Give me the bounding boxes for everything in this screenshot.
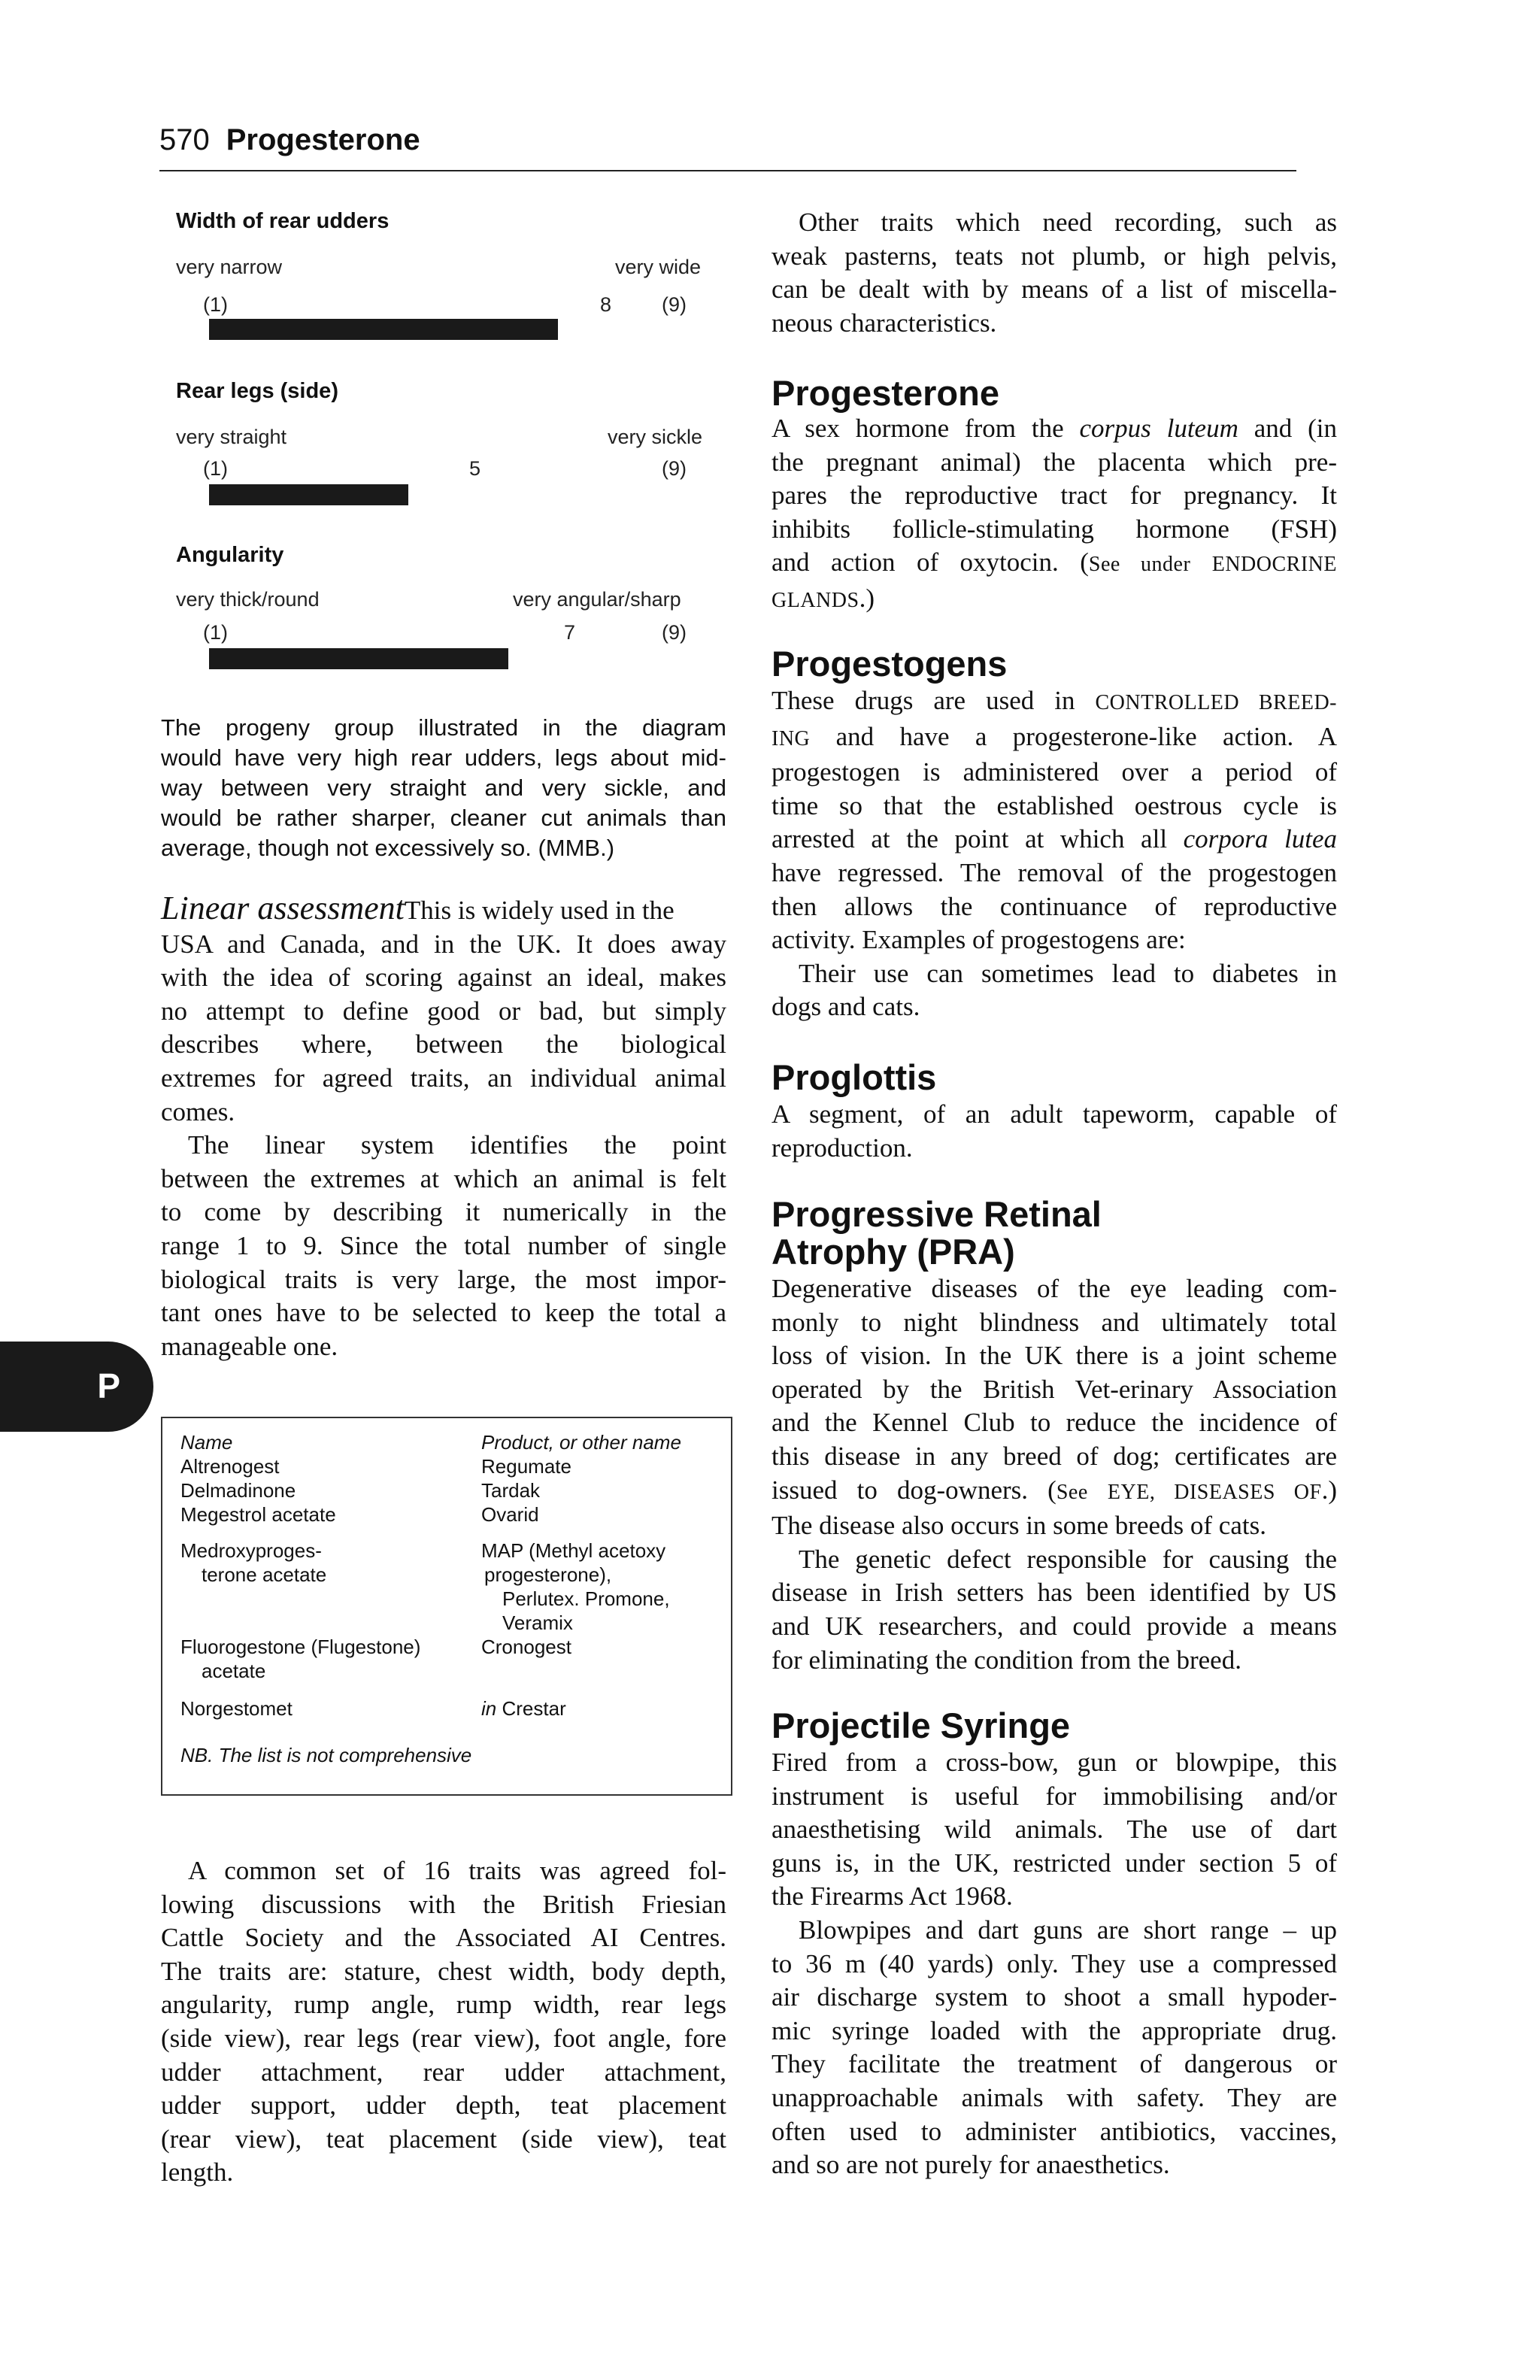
body-line: instrument is useful for immobilising and/or xyxy=(772,1781,1337,1811)
body-line: and the Kennel Club to reduce the incidence of xyxy=(772,1408,1337,1438)
table-cell-product: Regumate xyxy=(481,1455,571,1478)
table-cell-name: Norgestomet xyxy=(180,1697,293,1720)
entry-heading: Projectile Syringe xyxy=(772,1705,1071,1745)
body-line: The disease also occurs in some breeds of cats. xyxy=(772,1511,1266,1541)
body-line: udder support, udder depth, teat placement xyxy=(161,2090,726,2121)
body-line: (side view), rear legs (rear view), foot angle, fore xyxy=(161,2023,726,2053)
caption-line: The progeny group illustrated in the diagram xyxy=(161,714,726,741)
body-line: extremes for agreed traits, an individual animal xyxy=(161,1063,726,1093)
traits-paragraph xyxy=(161,1854,726,2190)
body-line: the Firearms Act 1968. xyxy=(772,1881,1013,1912)
table-cell-product: Perlutex. Promone, xyxy=(502,1587,670,1610)
body-line: time so that the established oestrous cycle is xyxy=(772,790,1337,820)
body-line: dogs and cats. xyxy=(772,992,920,1022)
linear-assessment-first-line xyxy=(161,892,726,928)
table-header-name: Name xyxy=(180,1431,233,1454)
table-cell-name: Altrenogest xyxy=(180,1455,280,1478)
body-line: angularity, rump angle, rump width, rear legs xyxy=(161,1990,726,2020)
body-text: This is widely used in the xyxy=(404,896,675,925)
body-line: reproduction. xyxy=(772,1132,913,1163)
table-cell-name: Delmadinone xyxy=(180,1479,296,1502)
scale-high-label: very sickle xyxy=(608,426,703,448)
scale-score: 7 xyxy=(564,621,576,644)
scale-low-code: (1) xyxy=(203,621,228,644)
cross-reference-see: See xyxy=(1056,1480,1088,1504)
body-line: no attempt to define good or bad, but simply xyxy=(161,996,726,1026)
body-line: biological traits is very large, the most impor- xyxy=(161,1264,726,1294)
body-line: The traits are: stature, chest width, body depth, xyxy=(161,1956,726,1986)
body-line: Blowpipes and dart guns are short range – up xyxy=(799,1915,1337,1945)
body-line: Degenerative diseases of the eye leading com- xyxy=(772,1274,1337,1303)
cross-reference: ING xyxy=(772,726,811,750)
entry-heading: Atrophy (PRA) xyxy=(772,1232,1015,1272)
scale-low-label: very straight xyxy=(176,426,287,448)
body-line: this disease in any breed of dog; certificates are xyxy=(772,1441,1337,1471)
scale-high-code: (9) xyxy=(662,457,687,480)
body-line: inhibits follicle-stimulating hormone (FSH) xyxy=(772,514,1337,544)
body-line xyxy=(772,1474,1337,1510)
body-line: The genetic defect responsible for causing the xyxy=(799,1544,1337,1574)
body-line: pares the reproductive tract for pregnancy. It xyxy=(772,481,1337,511)
body-line: lowing discussions with the British Friesian xyxy=(161,1889,726,1919)
body-line: comes. xyxy=(161,1096,235,1126)
body-line: can be dealt with by means of a list of miscella- xyxy=(772,274,1337,305)
body-line: unapproachable animals with safety. They are xyxy=(772,2082,1337,2112)
body-text: and action of oxytocin. ( xyxy=(772,547,1089,578)
diagram-caption xyxy=(161,713,726,863)
body-line: udder attachment, rear udder attachment, xyxy=(161,2057,726,2087)
body-line: manageable one. xyxy=(161,1331,338,1361)
body-line: USA and Canada, and in the UK. It does away xyxy=(161,929,726,959)
linear-assessment-heading: Linear assessment xyxy=(161,890,405,926)
body-text: .) xyxy=(859,583,875,613)
body-line: (rear view), teat placement (side view), teat xyxy=(161,2124,726,2154)
body-line xyxy=(772,720,1337,756)
linear-assessment-section xyxy=(161,892,726,1363)
score-bar xyxy=(209,648,508,669)
body-line: Cattle Society and the Associated AI Centres. xyxy=(161,1923,726,1953)
body-text-italic: corpus luteum xyxy=(1079,414,1238,443)
entry-heading: Progesterone xyxy=(772,373,999,413)
body-line: guns is, in the UK, restricted under section 5 of xyxy=(772,1848,1337,1878)
body-line: disease in Irish setters has been identified by US xyxy=(772,1578,1337,1608)
body-line: progestogen is administered over a period of xyxy=(772,757,1337,787)
table-cell-name: Fluorogestone (Flugestone) xyxy=(180,1636,421,1658)
body-line: monly to night blindness and ultimately total xyxy=(772,1307,1337,1337)
running-head-title: Progesterone xyxy=(226,123,420,156)
body-text: and have a progesterone-like action. A xyxy=(810,721,1337,751)
scale-high-label: very angular/sharp xyxy=(513,588,681,611)
trait-title: Angularity xyxy=(176,543,284,567)
table-cell-name: acetate xyxy=(202,1660,266,1682)
body-line: operated by the British Vet-erinary Association xyxy=(772,1374,1337,1404)
caption-line: way between very straight and very sickle, and xyxy=(161,775,726,801)
table-cell-product xyxy=(481,1696,566,1721)
body-line: Other traits which need recording, such as xyxy=(799,208,1337,237)
entry-heading: Progestogens xyxy=(772,644,1008,684)
progestogens-entry xyxy=(772,684,1337,1024)
body-line: tant ones have to be selected to keep the total a xyxy=(161,1298,726,1328)
table-cell-name: terone acetate xyxy=(202,1563,327,1586)
page-number: 570 xyxy=(159,123,210,156)
body-line: activity. Examples of progestogens are: xyxy=(772,925,1186,955)
scale-low-label: very narrow xyxy=(176,256,283,278)
running-head xyxy=(159,123,420,157)
score-bar xyxy=(209,484,408,505)
body-line: have regressed. The removal of the progestogen xyxy=(772,857,1337,887)
body-text: and (in xyxy=(1238,414,1337,443)
table-cell-product: Cronogest xyxy=(481,1636,571,1658)
body-line: the pregnant animal) the placenta which pre- xyxy=(772,447,1337,477)
body-text-italic: corpora lutea xyxy=(1183,824,1337,854)
section-thumb-tab xyxy=(0,1342,153,1432)
body-line: then allows the continuance of reproductive xyxy=(772,891,1337,921)
body-line: range 1 to 9. Since the total number of single xyxy=(161,1230,726,1260)
cross-reference: EYE, DISEASES OF xyxy=(1107,1480,1322,1504)
body-line xyxy=(772,582,1337,618)
scale-score: 8 xyxy=(600,293,612,316)
body-line: mic syringe loaded with the appropriate drug. xyxy=(772,2015,1337,2045)
thumb-tab-letter: P xyxy=(97,1366,120,1405)
table-cell-name: Megestrol acetate xyxy=(180,1503,336,1526)
body-text: issued to dog-owners. ( xyxy=(772,1475,1056,1505)
table-cell-product: MAP (Methyl acetoxy xyxy=(481,1539,666,1562)
cross-reference-see: See under xyxy=(1088,553,1191,577)
body-line: air discharge system to shoot a small hypoder- xyxy=(772,1982,1337,2012)
body-line: for eliminating the condition from the breed. xyxy=(772,1645,1241,1675)
header-rule xyxy=(159,170,1296,171)
body-line: They facilitate the treatment of dangerous or xyxy=(772,2049,1337,2079)
table-header-product: Product, or other name xyxy=(481,1431,681,1454)
entry-heading: Progressive Retinal xyxy=(772,1194,1102,1234)
body-text: A sex hormone from the xyxy=(772,414,1080,443)
scale-score: 5 xyxy=(469,457,481,480)
body-line: and so are not purely for anaesthetics. xyxy=(772,2150,1170,2180)
trait-title: Width of rear udders xyxy=(176,209,390,233)
table-cell-product: Ovarid xyxy=(481,1503,539,1526)
table-cell-name: Medroxyproges- xyxy=(180,1539,322,1562)
cross-reference: CONTROLLED BREED- xyxy=(1095,691,1337,714)
projectile-syringe-entry xyxy=(772,1746,1337,2182)
scale-high-code: (9) xyxy=(662,293,687,316)
table-cell-product: Veramix xyxy=(502,1611,573,1634)
cross-reference: GLANDS xyxy=(772,588,859,612)
table-cell-product-prefix: in xyxy=(481,1697,497,1720)
trait-title: Rear legs (side) xyxy=(176,379,338,403)
body-line: to 36 m (40 yards) only. They use a compressed xyxy=(772,1948,1337,1978)
scale-high-label: very wide xyxy=(615,256,702,278)
body-line: with the idea of scoring against an ideal, makes xyxy=(161,963,726,993)
proglottis-entry xyxy=(772,1098,1337,1165)
scale-low-code: (1) xyxy=(203,293,228,316)
body-line: often used to administer antibiotics, vaccines, xyxy=(772,2116,1337,2146)
body-line: A segment, of an adult tapeworm, capable of xyxy=(772,1099,1337,1129)
body-line: The linear system identifies the point xyxy=(188,1130,726,1160)
pra-entry xyxy=(772,1272,1337,1677)
body-line: neous characteristics. xyxy=(772,308,997,338)
scale-low-label: very thick/round xyxy=(176,588,320,611)
scale-low-code: (1) xyxy=(203,457,228,480)
caption-line: would have very high rear udders, legs about mid- xyxy=(161,744,726,771)
table-cell-product: Tardak xyxy=(481,1479,541,1502)
body-text: arrested at the point at which all xyxy=(772,824,1184,854)
body-line: and UK researchers, and could provide a means xyxy=(772,1611,1337,1641)
body-text: These drugs are used in xyxy=(772,686,1096,715)
body-line xyxy=(772,823,1337,856)
body-text: .) xyxy=(1321,1475,1338,1505)
body-line: anaesthetising wild animals. The use of dart xyxy=(772,1815,1337,1845)
table-cell-product-value: Crestar xyxy=(502,1697,566,1720)
body-line xyxy=(772,684,1337,720)
body-line: length. xyxy=(161,2157,234,2187)
body-line: to come by describing it numerically in the xyxy=(161,1197,726,1227)
body-line: between the extremes at which an animal is felt xyxy=(161,1163,726,1193)
cross-reference: ENDOCRINE xyxy=(1211,553,1337,577)
scale-high-code: (9) xyxy=(662,621,687,644)
score-bar xyxy=(209,319,558,340)
body-line: loss of vision. In the UK there is a joint scheme xyxy=(772,1341,1337,1371)
right-column-intro xyxy=(772,206,1337,340)
entry-heading: Proglottis xyxy=(772,1057,937,1097)
body-line: Their use can sometimes lead to diabetes in xyxy=(799,958,1337,988)
caption-line: average, though not excessively so. (MMB.) xyxy=(161,835,615,861)
table-note: NB. The list is not comprehensive xyxy=(180,1744,472,1766)
body-line xyxy=(772,546,1337,582)
body-line: Fired from a cross-bow, gun or blowpipe, this xyxy=(772,1748,1337,1777)
body-line: describes where, between the biological xyxy=(161,1029,726,1060)
progesterone-entry xyxy=(772,412,1337,618)
body-line: A common set of 16 traits was agreed fol- xyxy=(188,1856,726,1885)
body-line: weak pasterns, teats not plumb, or high pelvis, xyxy=(772,241,1337,271)
body-line xyxy=(772,412,1337,446)
caption-line: would be rather sharper, cleaner cut animals than xyxy=(161,805,726,831)
table-cell-product: progesterone), xyxy=(484,1563,612,1586)
